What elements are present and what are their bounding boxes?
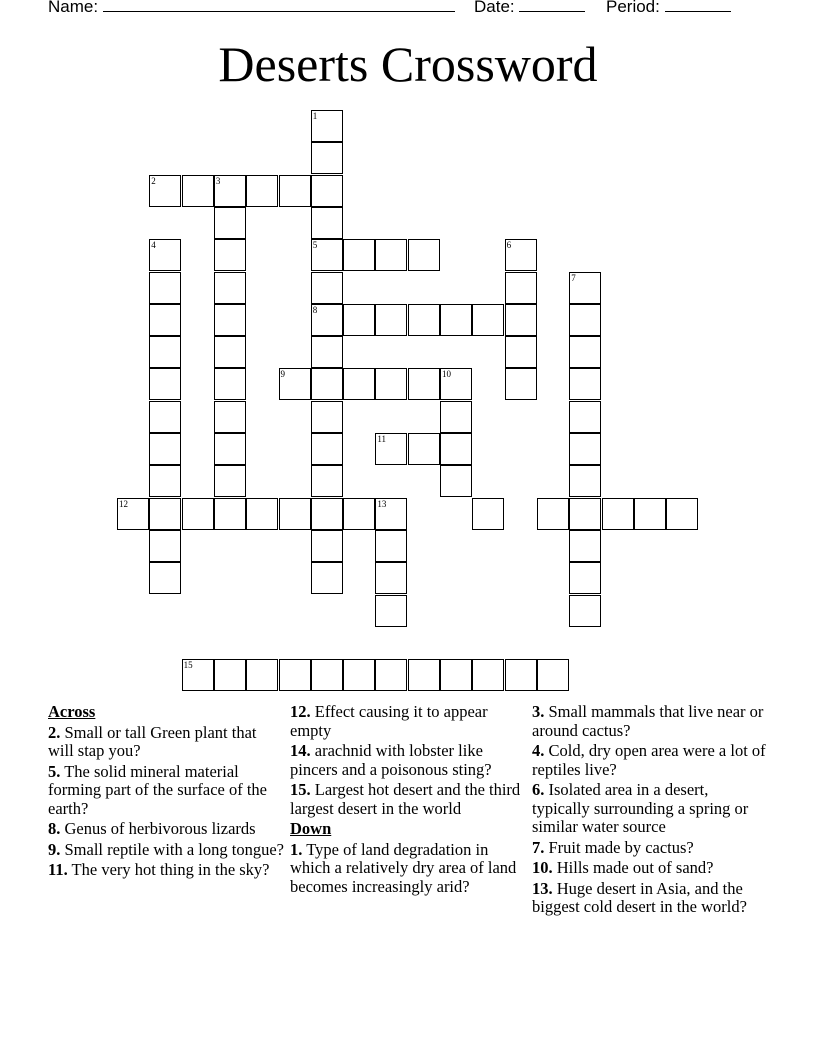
grid-cell[interactable] (214, 433, 246, 465)
grid-cell[interactable] (149, 465, 181, 497)
down-heading: Down (290, 819, 332, 838)
grid-cell[interactable] (311, 239, 343, 271)
grid-cell[interactable] (569, 595, 601, 627)
grid-cell[interactable] (440, 433, 472, 465)
clue-number: 2. (48, 722, 61, 742)
clue-text: Hills made out of sand? (556, 858, 714, 877)
grid-cell[interactable] (537, 498, 569, 530)
date-label: Date: (474, 0, 515, 16)
grid-cell[interactable] (182, 659, 214, 691)
grid-cell[interactable] (408, 433, 440, 465)
grid-cell[interactable] (214, 465, 246, 497)
clue-text: arachnid with lobster like pincers and a poisonous sting? (290, 741, 492, 779)
clue-text: The solid mineral material forming part of the surface of the earth? (48, 761, 267, 818)
grid-cell[interactable] (408, 659, 440, 691)
clue-number: 9. (48, 839, 61, 859)
clue-down-13 (532, 880, 768, 917)
grid-cell[interactable] (343, 498, 375, 530)
grid-cell[interactable] (149, 175, 181, 207)
grid-cell[interactable] (505, 659, 537, 691)
clue-column-2 (290, 703, 526, 898)
clue-text: Small reptile with a long tongue? (64, 839, 284, 859)
grid-cell[interactable] (375, 659, 407, 691)
clue-down-4 (532, 742, 768, 779)
grid-cell[interactable] (311, 368, 343, 400)
clue-number-label: 9 (280, 369, 285, 380)
grid-cell[interactable] (311, 465, 343, 497)
grid-cell[interactable] (149, 272, 181, 304)
name-label: Name: (48, 0, 99, 16)
page-title: Deserts Crossword (218, 36, 598, 92)
grid-cell[interactable] (505, 368, 537, 400)
grid-cell[interactable] (569, 304, 601, 336)
clue-number-label: 5 (312, 240, 318, 251)
clue-number-label: 3 (215, 175, 221, 186)
grid-cell[interactable] (311, 401, 343, 433)
grid-cell[interactable] (569, 562, 601, 594)
grid-cell[interactable] (149, 530, 181, 562)
grid-cell[interactable] (149, 239, 181, 271)
across-heading: Across (48, 702, 96, 721)
clue-number-label: 8 (312, 304, 318, 315)
grid-cell[interactable] (311, 272, 343, 304)
clue-number: 1. (290, 839, 303, 859)
grid-cell[interactable] (279, 368, 311, 400)
clue-down-3 (532, 703, 768, 740)
clue-across-8 (48, 820, 284, 839)
grid-cell[interactable] (505, 304, 537, 336)
clue-number: 5. (48, 761, 61, 781)
grid-cell[interactable] (149, 562, 181, 594)
grid-cell[interactable] (214, 336, 246, 368)
clue-column-1 (48, 703, 284, 882)
grid-cell[interactable] (343, 368, 375, 400)
clue-number: 13. (532, 878, 553, 898)
clue-number-label: 1 (312, 111, 318, 121)
clue-number: 7. (532, 837, 545, 857)
clue-text: Fruit made by cactus? (548, 837, 694, 857)
clue-number-label: 10 (442, 369, 451, 380)
grid-cell[interactable] (375, 562, 407, 594)
grid-cell[interactable] (214, 659, 246, 691)
clue-number-label: 13 (377, 498, 387, 509)
grid-cell[interactable] (246, 659, 278, 691)
grid-cell[interactable] (311, 110, 343, 142)
clue-text: Type of land degradation in which a relatively dry area of land becomes increasingly arid? (290, 839, 517, 896)
grid-cell[interactable] (375, 433, 407, 465)
clue-number: 12. (290, 702, 311, 721)
period-label: Period: (606, 0, 660, 16)
grid-cell[interactable] (440, 304, 472, 336)
grid-cell[interactable] (149, 433, 181, 465)
clue-text: Effect causing it to appear empty (290, 702, 488, 740)
grid-cell[interactable] (375, 304, 407, 336)
grid-cell[interactable] (569, 433, 601, 465)
grid-cell[interactable] (537, 659, 569, 691)
grid-cell[interactable] (182, 175, 214, 207)
grid-cell[interactable] (311, 175, 343, 207)
grid-cell[interactable] (440, 659, 472, 691)
clue-number-label: 6 (506, 240, 512, 251)
grid-cell[interactable] (214, 207, 246, 239)
grid-cell[interactable] (343, 659, 375, 691)
clue-text: Genus of herbivorous lizards (64, 819, 256, 838)
clue-down-7 (532, 839, 768, 858)
clue-text: Small mammals that live near or around cactus? (532, 702, 764, 740)
clue-text: Largest hot desert and the third largest desert in the world (290, 780, 521, 818)
clue-number: 14. (290, 741, 311, 760)
grid-cell[interactable] (569, 368, 601, 400)
grid-cell[interactable] (343, 304, 375, 336)
grid-cell[interactable] (666, 498, 698, 530)
grid-cell[interactable] (569, 530, 601, 562)
clue-number: 15. (290, 780, 311, 799)
clue-across-15 (290, 781, 526, 818)
clue-down-10 (532, 859, 768, 878)
grid-cell[interactable] (408, 368, 440, 400)
clue-number: 8. (48, 819, 61, 838)
grid-cell[interactable] (149, 304, 181, 336)
grid-cell[interactable] (182, 498, 214, 530)
grid-cell[interactable] (375, 530, 407, 562)
clue-number-label: 2 (151, 175, 156, 186)
grid-cell[interactable] (505, 239, 537, 271)
grid-cell[interactable] (311, 304, 343, 336)
clue-across-5 (48, 763, 284, 819)
grid-cell[interactable] (246, 498, 278, 530)
grid-cell[interactable] (311, 433, 343, 465)
grid-cell[interactable] (214, 401, 246, 433)
clue-number-label: 7 (571, 272, 576, 283)
grid-cell[interactable] (634, 498, 666, 530)
grid-cell[interactable] (569, 272, 601, 304)
grid-cell[interactable] (311, 142, 343, 174)
clue-column-3 (532, 703, 768, 919)
clue-across-2 (48, 724, 284, 761)
grid-cell[interactable] (505, 272, 537, 304)
grid-cell[interactable] (279, 175, 311, 207)
grid-cell[interactable] (279, 659, 311, 691)
grid-cell[interactable] (311, 659, 343, 691)
clue-number: 11. (48, 860, 68, 879)
clue-across-11 (48, 861, 284, 880)
grid-cell[interactable] (472, 498, 504, 530)
grid-cell[interactable] (311, 207, 343, 239)
clue-number: 6. (532, 780, 545, 799)
grid-cell[interactable] (472, 304, 504, 336)
clue-number: 4. (532, 741, 545, 760)
grid-cell[interactable] (440, 465, 472, 497)
grid-cell[interactable] (472, 659, 504, 691)
clue-down-6 (532, 781, 768, 837)
grid-cell[interactable] (214, 368, 246, 400)
grid-cell[interactable] (149, 401, 181, 433)
grid-cell[interactable] (408, 304, 440, 336)
clue-across-12 (290, 703, 526, 740)
grid-cell[interactable] (569, 465, 601, 497)
clue-number-label: 12 (119, 498, 128, 509)
grid-cell[interactable] (375, 595, 407, 627)
grid-cell[interactable] (214, 175, 246, 207)
clue-text: The very hot thing in the sky? (71, 860, 270, 879)
clue-text: Huge desert in Asia, and the biggest cold desert in the world? (532, 878, 747, 916)
grid-cell[interactable] (246, 175, 278, 207)
grid-cell[interactable] (311, 562, 343, 594)
grid-cell[interactable] (149, 368, 181, 400)
grid-cell[interactable] (214, 498, 246, 530)
grid-cell[interactable] (440, 368, 472, 400)
grid-cell[interactable] (311, 498, 343, 530)
grid-cell[interactable] (311, 530, 343, 562)
grid-cell[interactable] (279, 498, 311, 530)
clue-number-label: 4 (151, 240, 156, 251)
grid-cell[interactable] (569, 336, 601, 368)
grid-cell[interactable] (505, 336, 537, 368)
grid-cell[interactable] (149, 336, 181, 368)
grid-cell[interactable] (214, 304, 246, 336)
grid-cell[interactable] (149, 498, 181, 530)
clue-down-1 (290, 841, 526, 897)
clue-across-14 (290, 742, 526, 779)
grid-cell[interactable] (117, 498, 149, 530)
clue-number-label: 11 (377, 434, 387, 444)
grid-cell[interactable] (375, 239, 407, 271)
grid-cell[interactable] (343, 239, 375, 271)
clue-number: 3. (532, 702, 545, 721)
grid-cell[interactable] (214, 239, 246, 271)
grid-cell[interactable] (214, 272, 246, 304)
grid-cell[interactable] (569, 498, 601, 530)
clue-text: Cold, dry open area were a lot of reptiles live? (532, 741, 766, 779)
grid-cell[interactable] (375, 498, 407, 530)
grid-cell[interactable] (375, 368, 407, 400)
clue-across-9 (48, 841, 284, 860)
clue-text: Isolated area in a desert, typically surrounding a spring or similar water source (532, 780, 749, 836)
grid-cell[interactable] (408, 239, 440, 271)
clue-text: Small or tall Green plant that will stap you? (48, 722, 257, 760)
clue-number-label: 15 (183, 660, 193, 671)
clue-number: 10. (532, 858, 553, 877)
grid-cell[interactable] (440, 401, 472, 433)
grid-cell[interactable] (569, 401, 601, 433)
grid-cell[interactable] (311, 336, 343, 368)
grid-cell[interactable] (602, 498, 634, 530)
